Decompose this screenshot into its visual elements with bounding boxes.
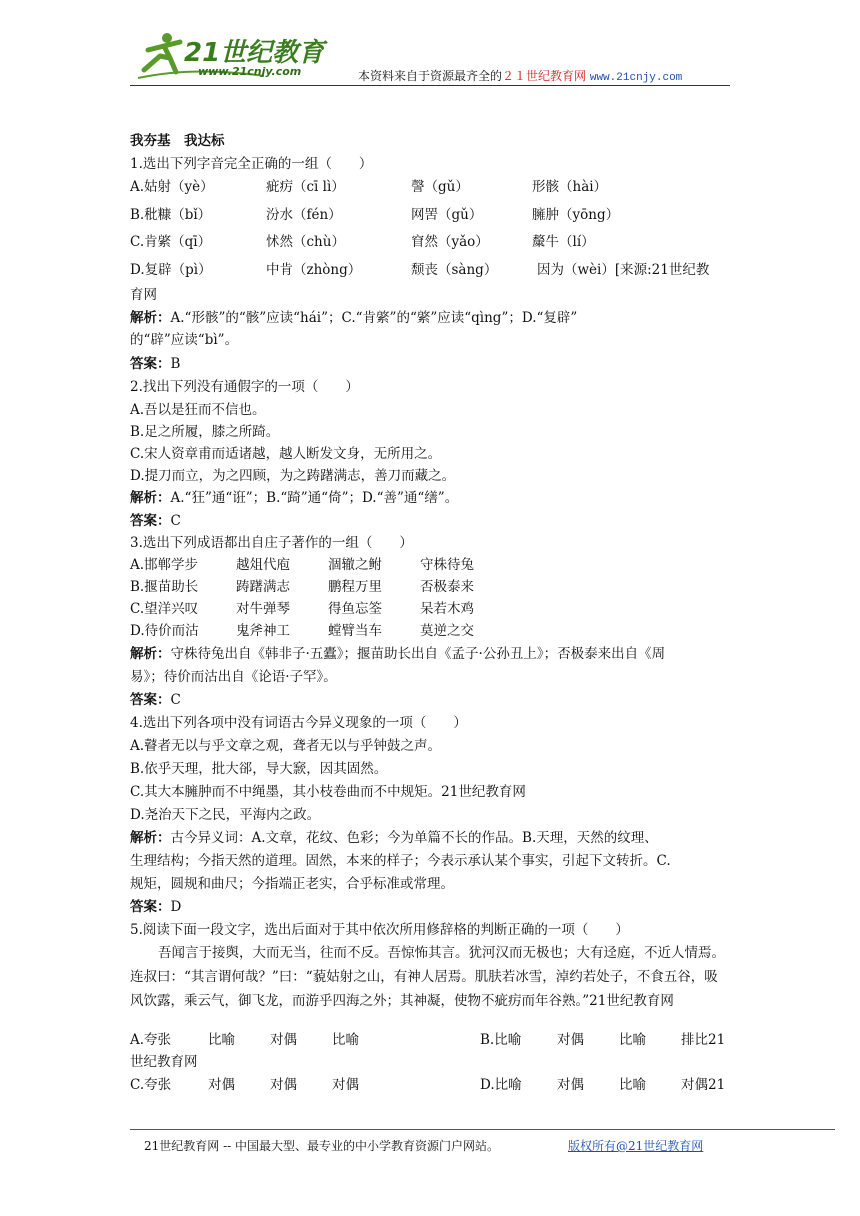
q1-a-1: A.姑射（yè）: [130, 179, 214, 195]
q1-a-3: 謦（gǔ）: [411, 179, 469, 195]
q5-a-1: A.夸张: [130, 1032, 172, 1048]
logo-text: 21世纪教育: [184, 38, 325, 68]
q1-analysis-cont: 的“辟”应读“bì”。: [130, 332, 239, 348]
q1-c-3: 窅然（yǎo）: [411, 234, 489, 250]
footer-copyright-link[interactable]: 版权所有@21世纪教育网: [568, 1139, 704, 1153]
q3-b-4: 否极泰来: [420, 579, 474, 595]
q5-a-2: 比喻: [208, 1032, 235, 1048]
q3-c-3: 得鱼忘筌: [328, 601, 382, 617]
q2-option-a: A.吾以是狂而不信也。: [130, 402, 266, 418]
q3-b-1: B.揠苗助长: [130, 579, 199, 595]
q1-d-1: D.复辟（pì）: [130, 262, 212, 278]
q4-option-a: A.瞽者无以与乎文章之观，聋者无以与乎钟鼓之声。: [130, 738, 442, 754]
q1-a-4: 形骸（hài）: [532, 179, 608, 195]
answer-label: 答案：: [130, 692, 171, 708]
q5-b-2: 对偶: [557, 1032, 584, 1048]
q3-answer: [130, 691, 181, 709]
q4-stem: 4.选出下列各项中没有词语古今异义现象的一项（ ）: [130, 715, 467, 731]
q1-row-a: [130, 178, 730, 196]
q3-c-2: 对牛弹琴: [236, 601, 290, 617]
q2-stem: 2.找出下列没有通假字的一项（ ）: [130, 379, 359, 395]
q1-wrap: 育网: [130, 287, 157, 303]
q5-d-2: 对偶: [557, 1077, 584, 1093]
q3-c-4: 呆若木鸡: [420, 601, 474, 617]
answer-label: 答案：: [130, 356, 171, 372]
q5-d-4: 对偶21: [681, 1077, 726, 1093]
q3-analysis-text-1: 守株待兔出自《韩非子·五蠹》；揠苗助长出自《孟子·公孙丑上》；否极泰来出自《周: [170, 646, 666, 662]
q5-c-2: 对偶: [208, 1077, 235, 1093]
q1-a-2: 疵疠（cī lì）: [266, 179, 345, 195]
header-tagline: [358, 67, 682, 84]
q3-analysis-cont: 易》；待价而沽出自《论语·子罕》。: [130, 669, 337, 685]
q5-b-wrap: 世纪教育网: [130, 1054, 198, 1070]
q3-b-3: 鹏程万里: [328, 579, 382, 595]
analysis-label: 解析：: [130, 830, 171, 846]
tagline-brand: ２１世纪教育网: [502, 69, 587, 83]
analysis-label: 解析：: [130, 310, 171, 326]
q1-analysis: [130, 309, 577, 327]
q2-option-b: B.足之所履，膝之所踦。: [130, 424, 280, 440]
q1-d-2: 中肯（zhòng）: [266, 262, 362, 278]
q5-a-3: 对偶: [270, 1032, 297, 1048]
q4-option-c: C.其大本臃肿而不中绳墨，其小枝卷曲而不中规矩。21世纪教育网: [130, 784, 526, 800]
q4-analysis-cont-1: 生理结构；今指天然的道理。固然，本来的样子；今表示承认某个事实，引起下文转折。C.: [130, 853, 671, 869]
q2-answer: [130, 512, 181, 530]
q5-c-4: 对偶: [332, 1077, 359, 1093]
q5-b-3: 比喻: [619, 1032, 646, 1048]
q5-a-4: 比喻: [332, 1032, 359, 1048]
q4-answer-value: D: [170, 899, 182, 915]
q5-options-ab: [130, 1031, 730, 1049]
q2-option-d: D.提刀而立，为之四顾，为之踌躇满志，善刀而藏之。: [130, 468, 456, 484]
footer-text: 21世纪教育网 -- 中国最大型、最专业的中小学教育资源门户网站。: [144, 1139, 500, 1153]
q5-c-3: 对偶: [270, 1077, 297, 1093]
q3-row-b: [130, 578, 730, 596]
q1-b-3: 网罟（gǔ）: [411, 207, 483, 223]
q1-b-4: 臃肿（yōng）: [532, 207, 620, 223]
q1-answer-value: B: [170, 356, 181, 372]
q3-d-2: 鬼斧神工: [236, 623, 290, 639]
q1-row-c: [130, 233, 730, 251]
q4-answer: [130, 898, 181, 916]
q5-c-1: C.夸张: [130, 1077, 172, 1093]
q3-d-1: D.待价而沽: [130, 623, 199, 639]
q3-analysis: [130, 645, 665, 663]
q2-answer-value: C: [170, 513, 181, 529]
q1-row-b: [130, 206, 730, 224]
q1-d-3: 颓丧（sàng）: [411, 262, 498, 278]
answer-label: 答案：: [130, 513, 171, 529]
q1-b-2: 汾水（fén）: [266, 207, 342, 223]
q3-a-2: 越俎代庖: [236, 557, 290, 573]
header-divider: [130, 85, 730, 86]
q4-analysis-cont-2: 规矩，圆规和曲尺；今指端正老实，合乎标准或常理。: [130, 876, 454, 892]
q3-a-4: 守株待兔: [420, 557, 474, 573]
q5-b-1: B.比喻: [480, 1032, 522, 1048]
q1-c-4: 斄牛（lí）: [532, 234, 595, 250]
analysis-label: 解析：: [130, 646, 171, 662]
q1-b-1: B.秕糠（bǐ）: [130, 207, 212, 223]
q2-analysis: [130, 489, 458, 507]
q1-c-2: 怵然（chù）: [266, 234, 345, 250]
q4-option-b: B.依乎天理，批大郤，导大窾，因其固然。: [130, 761, 388, 777]
q3-row-c: [130, 600, 730, 618]
analysis-label: 解析：: [130, 490, 171, 506]
q1-analysis-text-1: A.“形骸”的“骸”应读“hái”；C.“肯綮”的“綮”应读“qìng”；D.“复辟”: [170, 310, 578, 326]
logo-url: www.21cnjy.com: [198, 65, 302, 78]
footer-divider: [130, 1129, 835, 1130]
q3-d-4: 莫逆之交: [420, 623, 474, 639]
q3-a-3: 涸辙之鲋: [328, 557, 382, 573]
q3-stem: 3.选出下列成语都出自庄子著作的一组（ ）: [130, 535, 413, 551]
tagline-url[interactable]: www.21cnjy.com: [589, 72, 683, 84]
q1-stem: 1.选出下列字音完全正确的一组（ ）: [130, 156, 373, 172]
q1-c-1: C.肯綮（qī）: [130, 234, 212, 250]
q5-options-cd: [130, 1076, 730, 1094]
q1-row-d: [130, 261, 730, 279]
q2-analysis-text: A.“狂”通“诳”；B.“踦”通“倚”；D.“善”通“缮”。: [170, 490, 459, 506]
q5-stem: 5.阅读下面一段文字，选出后面对于其中依次所用修辞格的判断正确的一项（ ）: [130, 922, 629, 938]
site-logo: [134, 26, 344, 88]
q3-b-2: 踌躇满志: [236, 579, 290, 595]
q3-answer-value: C: [170, 692, 181, 708]
q3-row-a: [130, 556, 730, 574]
q3-c-1: C.望洋兴叹: [130, 601, 199, 617]
section-title: 我夯基 我达标: [130, 133, 225, 149]
q4-option-d: D.尧治天下之民，平海内之政。: [130, 807, 321, 823]
q1-d-4: 因为（wèi）[来源:21世纪教: [537, 262, 710, 278]
q5-b-4: 排比21: [681, 1032, 726, 1048]
q5-d-3: 比喻: [619, 1077, 646, 1093]
q5-passage: 吾闻言于接舆，大而无当，往而不反。吾惊怖其言。犹河汉而无极也；大有迳庭，不近人情焉。连叔曰：“其言谓何哉？”曰：“藐姑射之山，有神人居焉。肌肤若冰雪，淖约若处子，不食五谷，吸风饮露，乘云气，御飞龙，而游乎四海之外；其神凝，使物不疵疠而年谷熟。”21世纪教育网: [130, 945, 725, 1009]
q4-analysis: [130, 829, 658, 847]
q3-d-3: 螳臂当车: [328, 623, 382, 639]
q3-a-1: A.邯郸学步: [130, 557, 199, 573]
answer-label: 答案：: [130, 899, 171, 915]
q5-d-1: D.比喻: [480, 1077, 522, 1093]
tagline-text: 本资料来自于资源最齐全的: [358, 69, 503, 83]
q3-row-d: [130, 622, 730, 640]
q4-analysis-text-1: 古今异义词：A.文章，花纹、色彩；今为单篇不长的作品。B.天理，天然的纹理、: [170, 830, 658, 846]
q1-answer: [130, 355, 180, 373]
q2-option-c: C.宋人资章甫而适诸越，越人断发文身，无所用之。: [130, 446, 442, 462]
